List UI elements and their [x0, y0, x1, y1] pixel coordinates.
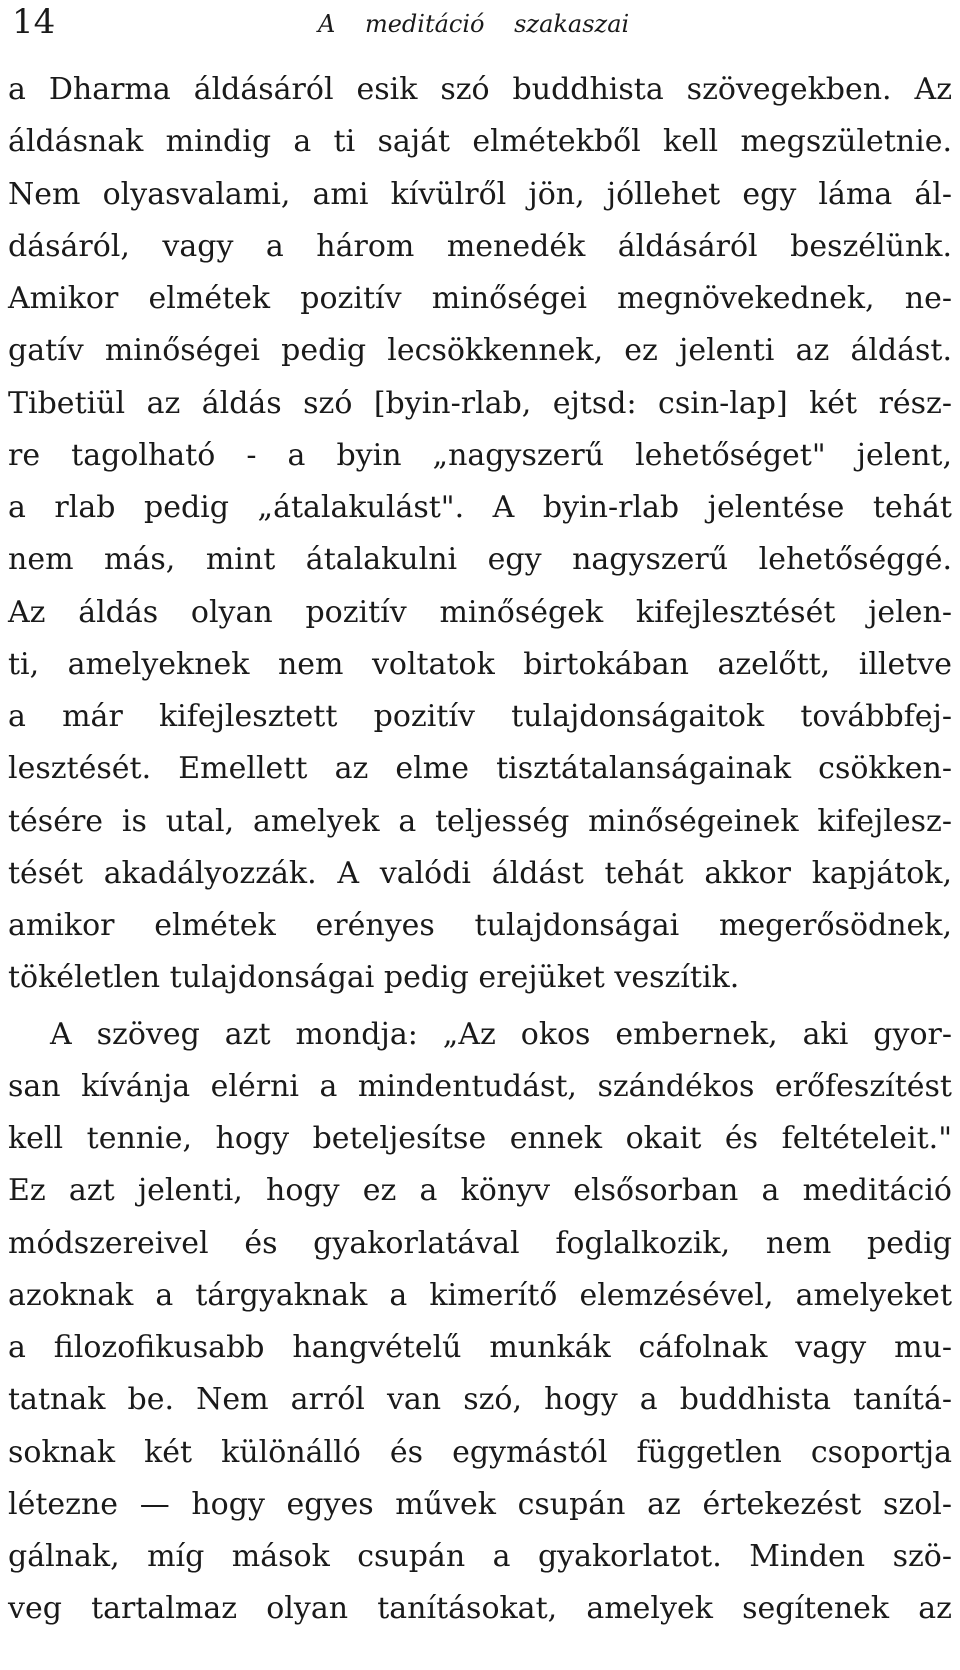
- text-line-8: re tagolható - a byin „nagyszerű lehetőséget" jelent,: [8, 437, 952, 473]
- text-line-3: Nem olyasvalami, ami kívülről jön, jóllehet egy láma ál-: [8, 176, 952, 212]
- text-line-28: létezne — hogy egyes művek csupán az értekezést szol-: [8, 1486, 952, 1522]
- text-line-4: dásáról, vagy a három menedék áldásáról beszélünk.: [8, 228, 952, 264]
- text-line-17: amikor elmétek erényes tulajdonságai megerősödnek,: [8, 908, 952, 943]
- text-line-5: Amikor elmétek pozitív minőségei megnövekednek, ne-: [8, 281, 952, 316]
- page-number: 14: [12, 2, 56, 42]
- text-line-29: gálnak, míg mások csupán a gyakorlatot. Minden szö-: [8, 1539, 952, 1574]
- text-line-1: a Dharma áldásáról esik szó buddhista szövegekben. Az: [8, 72, 952, 107]
- text-line-30: veg tartalmaz olyan tanításokat, amelyek segítenek az: [8, 1591, 952, 1627]
- body-text: [8, 64, 952, 1636]
- text-line-7: Tibetiül az áldás szó [byin-rlab, ejtsd: csin-lap] két rész-: [8, 385, 952, 421]
- text-line-22: Ez azt jelenti, hogy ez a könyv elsősorban a meditáció: [8, 1173, 952, 1209]
- text-line-15: tésére is utal, amelyek a teljesség minőségeinek kifejlesz-: [8, 803, 952, 839]
- text-line-25: a filozofikusabb hangvételű munkák cáfolnak vagy mu-: [8, 1330, 952, 1365]
- text-line-9: a rlab pedig „átalakulást". A byin-rlab jelentése tehát: [8, 490, 952, 525]
- text-line-18: tökéletlen tulajdonságai pedig erejüket veszítik.: [8, 960, 740, 996]
- text-line-2: áldásnak mindig a ti saját elmétekből kell megszületnie.: [8, 124, 952, 160]
- text-line-19: A szöveg azt mondja: „Az okos embernek, aki gyor-: [50, 1016, 952, 1052]
- text-line-20: san kívánja elérni a mindentudást, szándékos erőfeszítést: [8, 1068, 952, 1104]
- text-line-6: gatív minőségei pedig lecsökkennek, ez jelenti az áldást.: [8, 333, 952, 369]
- text-line-11: Az áldás olyan pozitív minőségek kifejlesztését jelen-: [8, 594, 952, 630]
- running-head: A meditáció szakaszai: [318, 10, 630, 38]
- text-line-23: módszereivel és gyakorlatával foglalkozik, nem pedig: [8, 1225, 952, 1261]
- text-line-14: lesztését. Emellett az elme tisztátalanságainak csökken-: [8, 751, 952, 787]
- text-line-12: ti, amelyeknek nem voltatok birtokában azelőtt, illetve: [8, 646, 952, 682]
- text-line-21: kell tennie, hogy beteljesítse ennek okait és feltételeit.": [8, 1121, 952, 1156]
- text-line-24: azoknak a tárgyaknak a kimerítő elemzésével, amelyeket: [8, 1277, 952, 1313]
- text-line-13: a már kifejlesztett pozitív tulajdonságaitok továbbfej-: [8, 699, 952, 734]
- text-line-26: tatnak be. Nem arról van szó, hogy a buddhista tanítá-: [8, 1382, 952, 1418]
- text-line-16: tését akadályozzák. A valódi áldást tehát akkor kapjátok,: [8, 855, 952, 891]
- text-line-10: nem más, mint átalakulni egy nagyszerű lehetőséggé.: [8, 542, 952, 578]
- text-line-27: soknak két különálló és egymástól független csoportja: [8, 1434, 952, 1470]
